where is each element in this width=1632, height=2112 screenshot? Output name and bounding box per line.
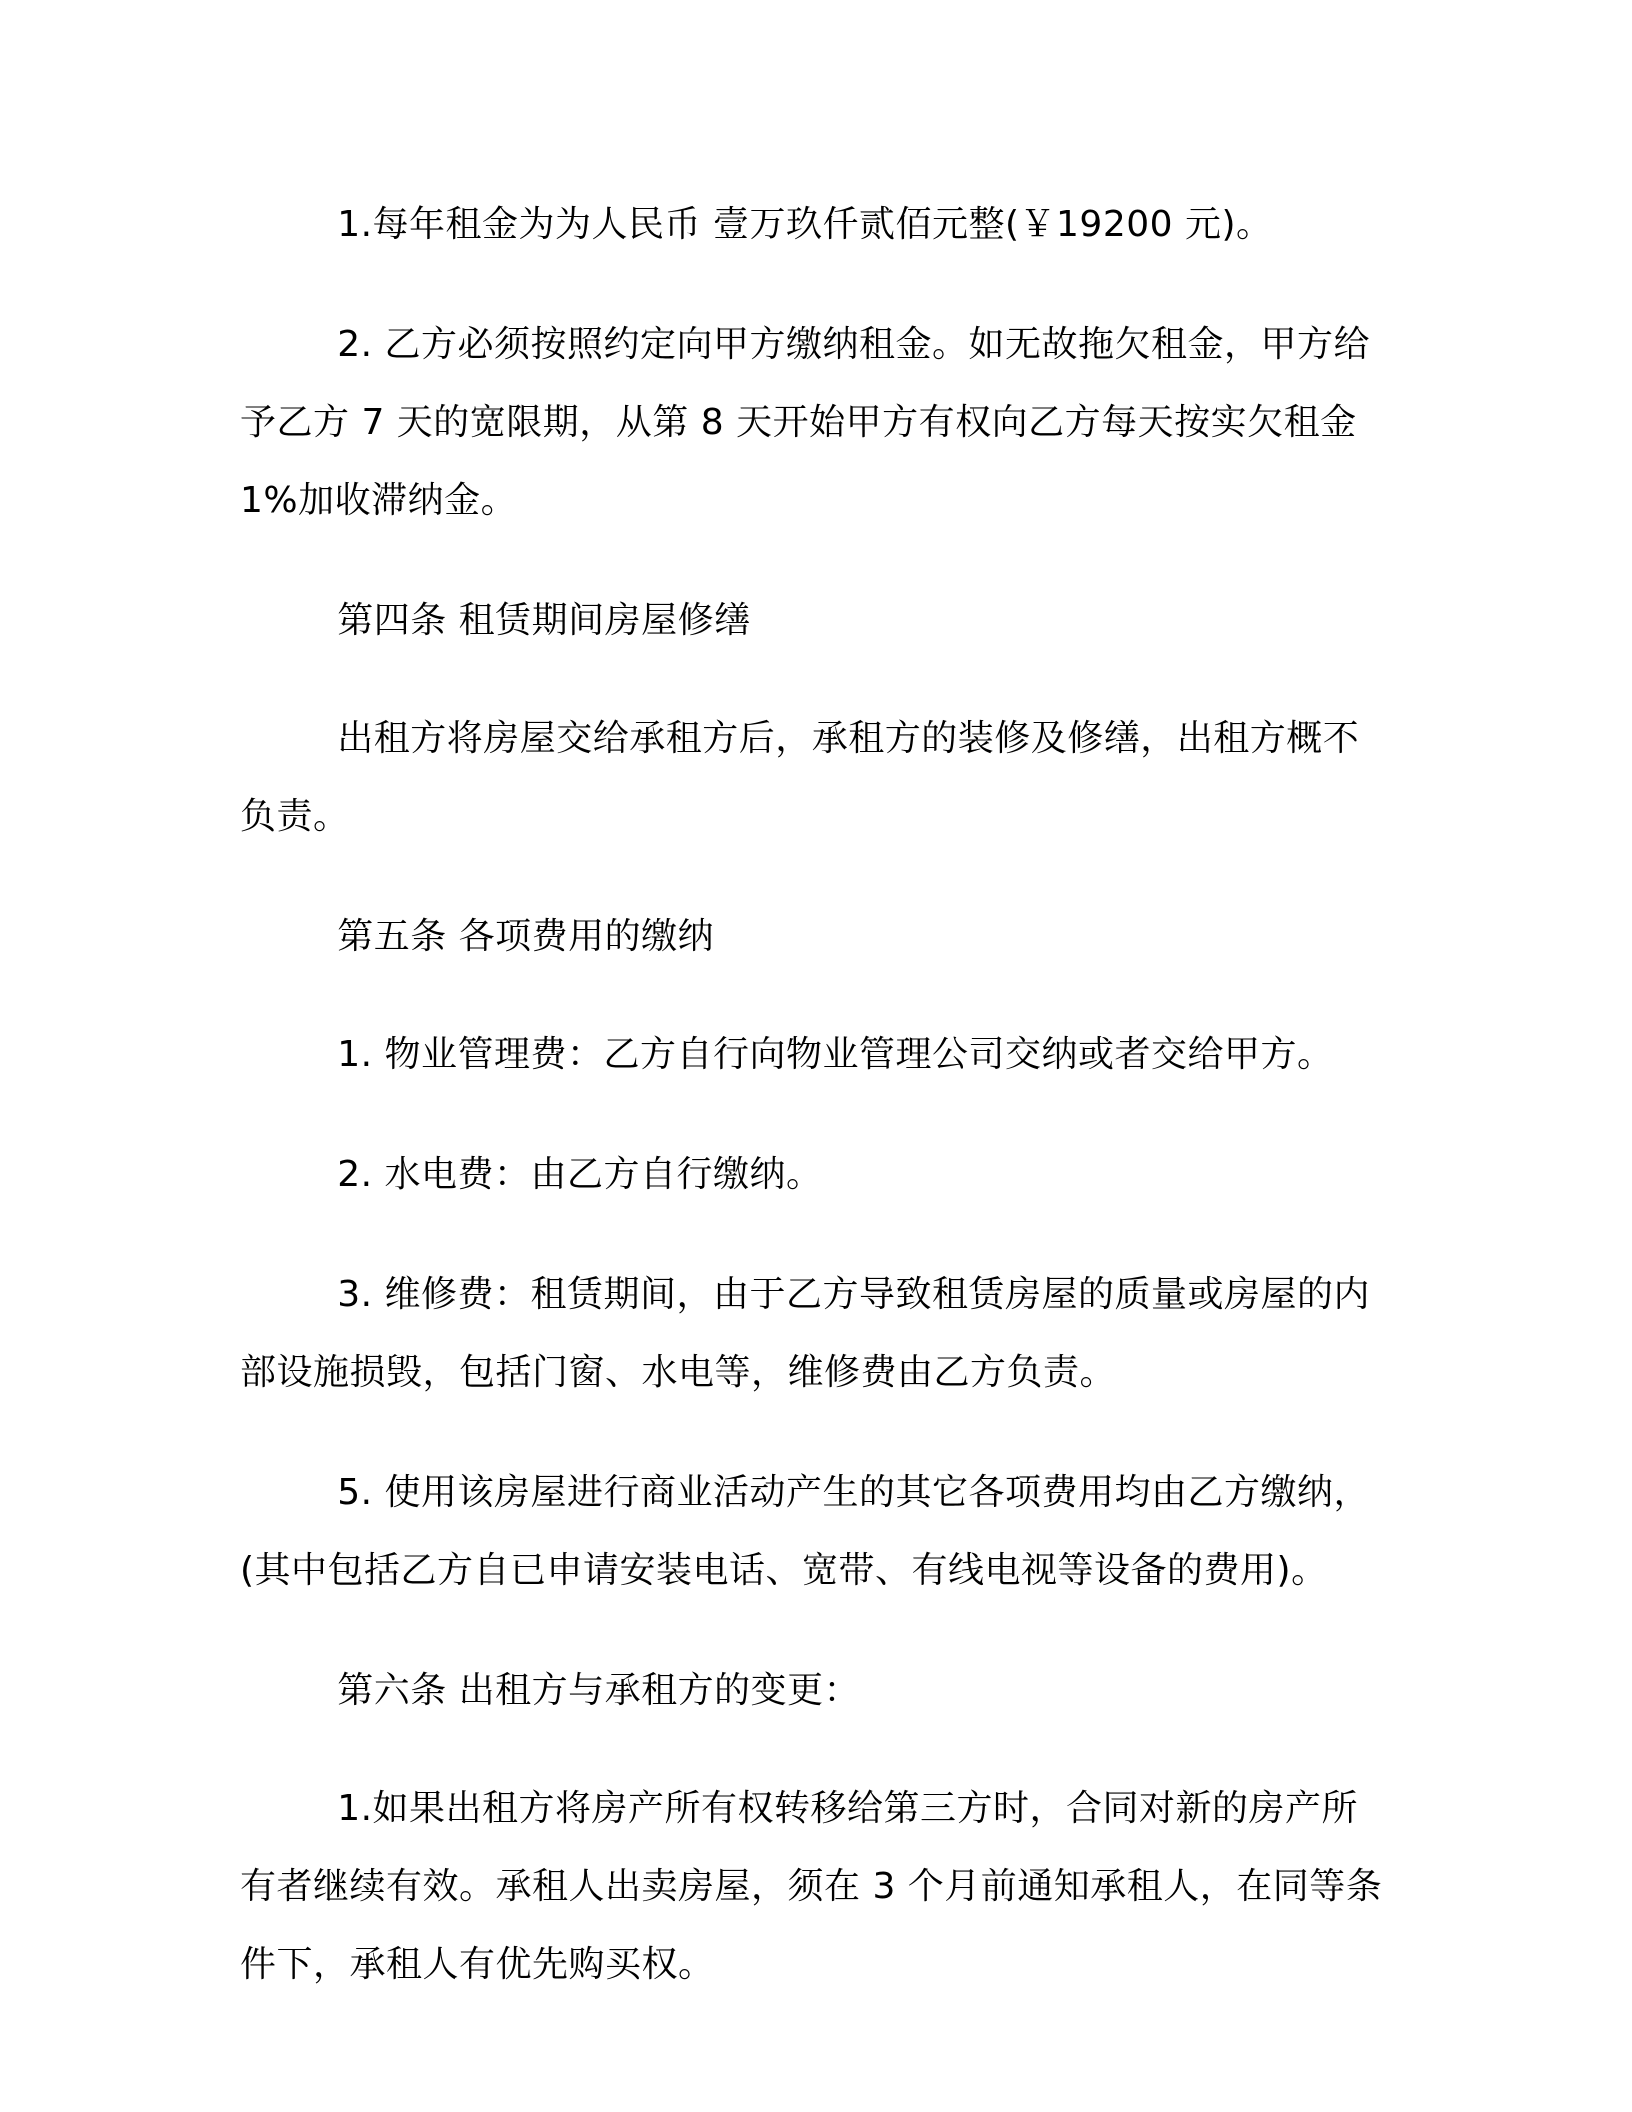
section-4-heading: 第四条 租赁期间房屋修缮 [337, 600, 751, 641]
section-5-heading: 第五条 各项费用的缴纳 [337, 916, 715, 957]
section-6-heading: 第六条 出租方与承租方的变更： [337, 1670, 861, 1711]
rent-amount-paragraph: 1.每年租金为为人民币 壹万玖仟贰佰元整(￥19200 元)。 [337, 204, 1273, 245]
utilities-fee-paragraph: 2. 水电费：由乙方自行缴纳。 [337, 1154, 823, 1195]
property-fee-paragraph: 1. 物业管理费：乙方自行向物业管理公司交纳或者交给甲方。 [337, 1034, 1334, 1075]
document-page [240, 186, 1390, 2046]
business-fee-paragraph: 5. 使用该房屋进行商业活动产生的其它各项费用均由乙方缴纳，(其中包括乙方自已申请安装电话、宽带、有线电视等设备的费用)。 [240, 1472, 1370, 1591]
repair-responsibility-paragraph: 出租方将房屋交给承租方后，承租方的装修及修缮，出租方概不负责。 [240, 718, 1360, 837]
ownership-change-paragraph: 1.如果出租方将房产所有权转移给第三方时，合同对新的房产所有者继续有效。承租人出卖房屋，须在 3 个月前通知承租人，在同等条件下，承租人有优先购买权。 [240, 1788, 1383, 1985]
maintenance-fee-paragraph: 3. 维修费：租赁期间，由于乙方导致租赁房屋的质量或房屋的内部设施损毁，包括门窗、水电等，维修费由乙方负责。 [240, 1274, 1370, 1393]
late-payment-paragraph: 2. 乙方必须按照约定向甲方缴纳租金。如无故拖欠租金，甲方给予乙方 7 天的宽限期，从第 8 天开始甲方有权向乙方每天按实欠租金 1%加收滞纳金。 [240, 324, 1370, 521]
